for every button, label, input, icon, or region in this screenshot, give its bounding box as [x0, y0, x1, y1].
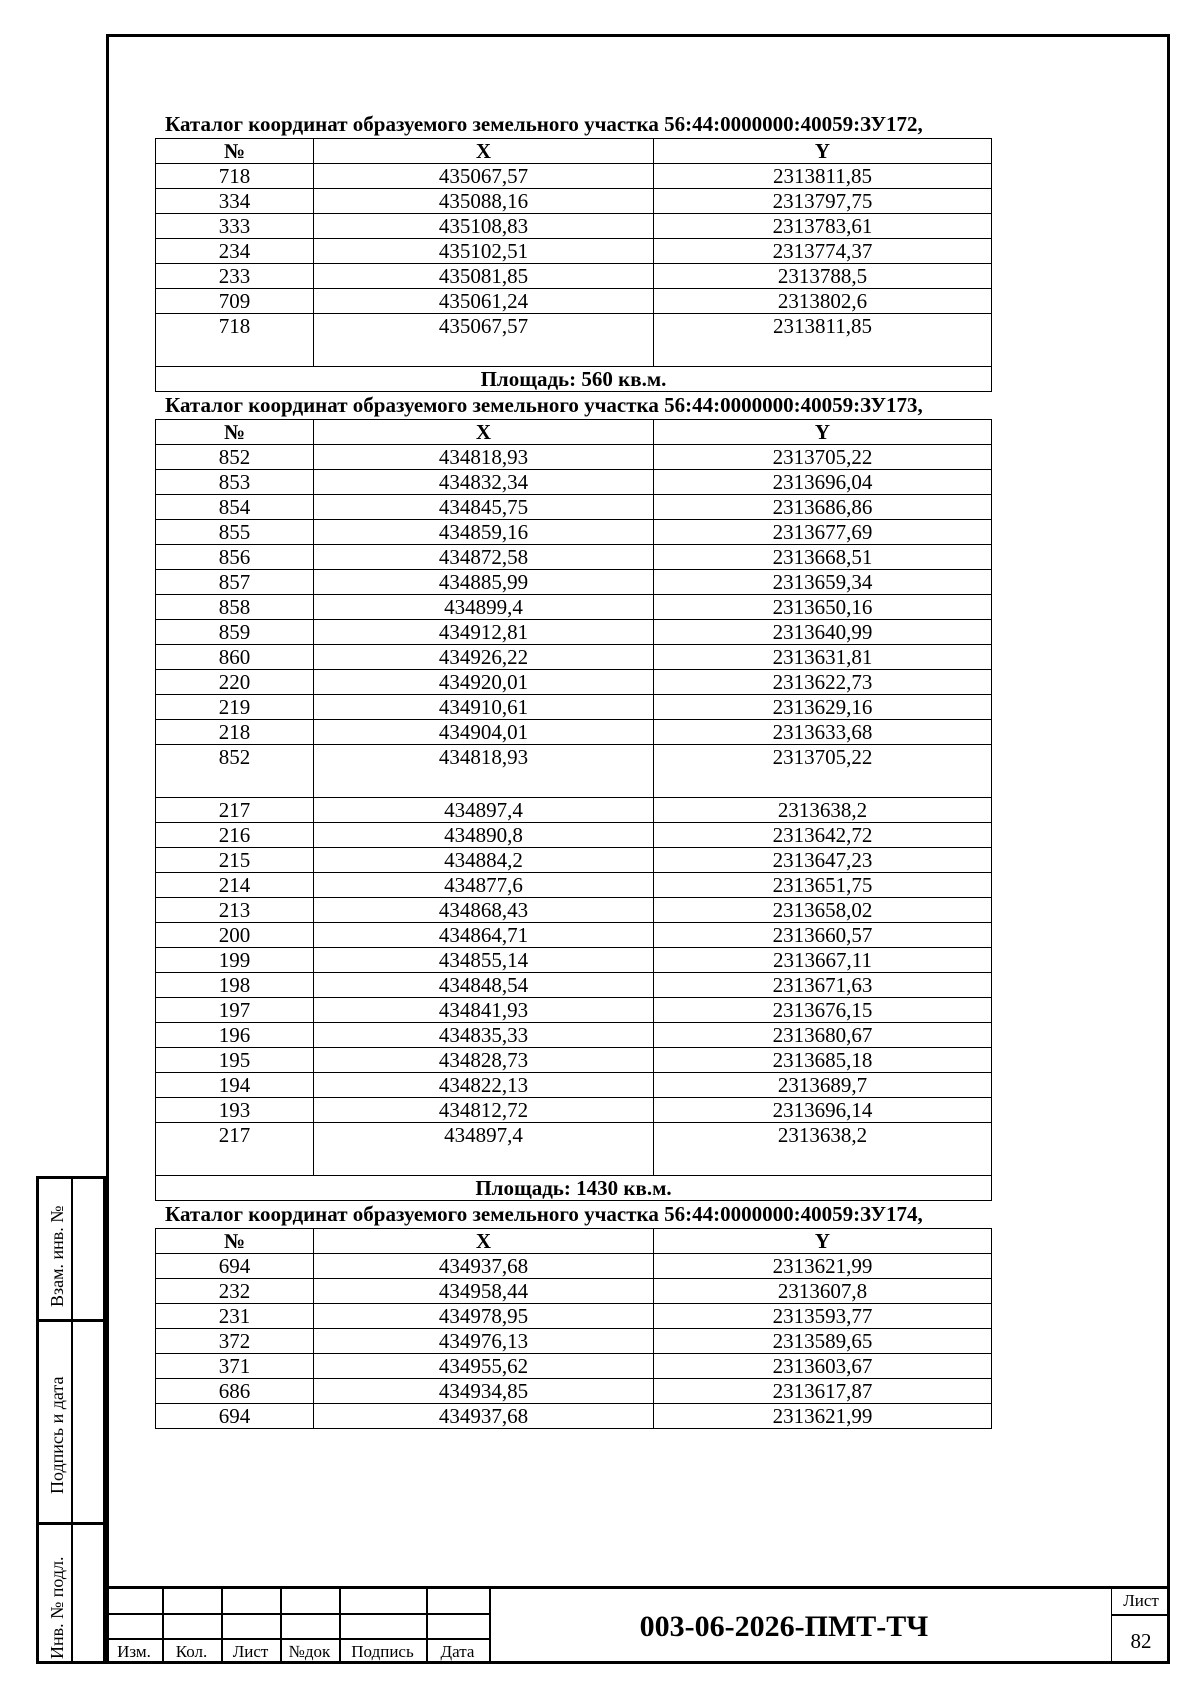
table-row [156, 620, 992, 645]
table-cell: 854 [156, 495, 314, 520]
table-cell: 694 [156, 1404, 314, 1429]
table-row [156, 1304, 992, 1329]
table-cell: Y [654, 1229, 992, 1254]
table-cell: 434841,93 [314, 998, 654, 1023]
table-cell: 2313621,99 [654, 1404, 992, 1429]
table-cell: 2313631,81 [654, 645, 992, 670]
table-cell: 219 [156, 695, 314, 720]
table-cell: 852 [156, 745, 314, 798]
table-row [156, 1404, 992, 1429]
table-row [156, 898, 992, 923]
table-row [156, 1379, 992, 1404]
table-row [156, 470, 992, 495]
binding-cell-podpis [36, 1319, 106, 1525]
table-cell: № [156, 420, 314, 445]
label-data: Дата [440, 1642, 475, 1661]
table-cell: 2313705,22 [654, 445, 992, 470]
table-cell: 434937,68 [314, 1404, 654, 1429]
table-cell: 2313676,15 [654, 998, 992, 1023]
table-cell: 435067,57 [314, 164, 654, 189]
table-cell: 220 [156, 670, 314, 695]
table-cell: 2313671,63 [654, 973, 992, 998]
catalog-title: Каталог координат образуемого земельного участка 56:44:0000000:40059:ЗУ172, [165, 112, 923, 136]
table-cell: 2313629,16 [654, 695, 992, 720]
table-row [156, 445, 992, 470]
table-cell: 2313640,99 [654, 620, 992, 645]
table-cell: 686 [156, 1379, 314, 1404]
sheet-box [1111, 1589, 1170, 1664]
label-list: Лист [232, 1642, 269, 1661]
catalog-title: Каталог координат образуемого земельного участка 56:44:0000000:40059:ЗУ174, [165, 1202, 923, 1226]
table-row [156, 570, 992, 595]
table-cell: 214 [156, 873, 314, 898]
table-cell: 2313677,69 [654, 520, 992, 545]
table-cell: 2313651,75 [654, 873, 992, 898]
table-cell: 2313811,85 [654, 164, 992, 189]
table-cell: 860 [156, 645, 314, 670]
table-cell: 2313633,68 [654, 720, 992, 745]
table-cell: 234 [156, 239, 314, 264]
table-cell: 434885,99 [314, 570, 654, 595]
table-cell: 858 [156, 595, 314, 620]
binding-cell-vzam [36, 1176, 106, 1322]
table-cell: 855 [156, 520, 314, 545]
table-cell: 434934,85 [314, 1379, 654, 1404]
table-cell: 435061,24 [314, 289, 654, 314]
table-row [156, 214, 992, 239]
table-row [156, 745, 992, 798]
table-cell: 2313607,8 [654, 1279, 992, 1304]
table-cell: 2313667,11 [654, 948, 992, 973]
table-cell: 2313686,86 [654, 495, 992, 520]
label-ndok: №док [288, 1642, 331, 1661]
table-cell: 2313658,02 [654, 898, 992, 923]
table-cell: 718 [156, 314, 314, 367]
binding-label-podpis: Подпись и дата [47, 1376, 67, 1494]
table-cell: 2313622,73 [654, 670, 992, 695]
table-cell: 2313647,23 [654, 848, 992, 873]
table-row [156, 695, 992, 720]
table-cell: 435067,57 [314, 314, 654, 367]
table-cell: 434845,75 [314, 495, 654, 520]
table-row [156, 264, 992, 289]
table-cell: 194 [156, 1073, 314, 1098]
table-cell: 434877,6 [314, 873, 654, 898]
table-row [156, 823, 992, 848]
table-cell: 2313783,61 [654, 214, 992, 239]
table-header-row [156, 420, 992, 445]
table-cell: 434848,54 [314, 973, 654, 998]
table-cell: 2313660,57 [654, 923, 992, 948]
table-cell: 197 [156, 998, 314, 1023]
table-row [156, 973, 992, 998]
table-cell: 434912,81 [314, 620, 654, 645]
table-cell: 2313638,2 [654, 798, 992, 823]
table-cell: 434872,58 [314, 545, 654, 570]
document-code: 003-06-2026-ПМТ-ТЧ [639, 1609, 929, 1643]
table-cell: 434955,62 [314, 1354, 654, 1379]
table-row [156, 314, 992, 367]
table-cell: 435081,85 [314, 264, 654, 289]
table-cell: 2313659,34 [654, 570, 992, 595]
table-row [156, 595, 992, 620]
table-cell: 435108,83 [314, 214, 654, 239]
table-row [156, 289, 992, 314]
table-cell: 2313705,22 [654, 745, 992, 798]
table-cell: 434835,33 [314, 1023, 654, 1048]
table-cell: 434884,2 [314, 848, 654, 873]
title-block [106, 1586, 1170, 1664]
table-cell: Y [654, 139, 992, 164]
sheet-label: Лист [1123, 1591, 1159, 1610]
table-row [156, 948, 992, 973]
binding-label-vzam: Взам. инв. № [47, 1205, 67, 1307]
table-cell: 434818,93 [314, 745, 654, 798]
table-cell: 233 [156, 264, 314, 289]
table-cell: 2313774,37 [654, 239, 992, 264]
table-cell: 434978,95 [314, 1304, 654, 1329]
table-cell: 372 [156, 1329, 314, 1354]
table-cell: 200 [156, 923, 314, 948]
table-cell: 218 [156, 720, 314, 745]
table-cell: 434822,13 [314, 1073, 654, 1098]
table-cell: 2313603,67 [654, 1354, 992, 1379]
area-row [156, 367, 992, 392]
table-row [156, 1123, 992, 1176]
table-cell: Y [654, 420, 992, 445]
revision-grid [106, 1589, 490, 1664]
table-cell: X [314, 139, 654, 164]
table-row [156, 1073, 992, 1098]
table-cell: 2313811,85 [654, 314, 992, 367]
sheet-number: 82 [1130, 1629, 1152, 1653]
label-kol: Кол. [175, 1642, 208, 1661]
table-cell: 694 [156, 1254, 314, 1279]
table-cell: 333 [156, 214, 314, 239]
table-cell: 2313638,2 [654, 1123, 992, 1176]
table-row [156, 923, 992, 948]
table-cell: 213 [156, 898, 314, 923]
coordinates-table [155, 419, 992, 1201]
binding-cell-inv [36, 1522, 106, 1664]
table-cell: 434812,72 [314, 1098, 654, 1123]
table-cell: 434890,8 [314, 823, 654, 848]
table-cell: 434976,13 [314, 1329, 654, 1354]
table-row [156, 1254, 992, 1279]
table-cell: 193 [156, 1098, 314, 1123]
table-cell: 2313680,67 [654, 1023, 992, 1048]
table-cell: 434855,14 [314, 948, 654, 973]
table-cell: 198 [156, 973, 314, 998]
table-cell: 2313696,14 [654, 1098, 992, 1123]
table-cell: 857 [156, 570, 314, 595]
table-cell: 2313685,18 [654, 1048, 992, 1073]
table-row [156, 1279, 992, 1304]
coordinates-table [155, 138, 992, 392]
table-cell: 435102,51 [314, 239, 654, 264]
table-cell: 216 [156, 823, 314, 848]
table-row [156, 189, 992, 214]
table-cell: 2313689,7 [654, 1073, 992, 1098]
table-cell: 2313788,5 [654, 264, 992, 289]
table-cell: 434818,93 [314, 445, 654, 470]
table-cell: 217 [156, 798, 314, 823]
table-header-row [156, 1229, 992, 1254]
table-cell: 2313617,87 [654, 1379, 992, 1404]
coordinates-table [155, 1228, 992, 1429]
label-izm: Изм. [117, 1642, 151, 1661]
table-cell: X [314, 1229, 654, 1254]
table-cell: 434937,68 [314, 1254, 654, 1279]
table-row [156, 1354, 992, 1379]
table-cell: 215 [156, 848, 314, 873]
area-value: Площадь: 560 кв.м. [156, 367, 992, 392]
table-cell: 195 [156, 1048, 314, 1073]
table-cell: 2313593,77 [654, 1304, 992, 1329]
table-cell: № [156, 1229, 314, 1254]
table-cell: 217 [156, 1123, 314, 1176]
table-row [156, 998, 992, 1023]
table-cell: 434864,71 [314, 923, 654, 948]
table-row [156, 520, 992, 545]
table-cell: 196 [156, 1023, 314, 1048]
table-cell: 232 [156, 1279, 314, 1304]
table-row [156, 545, 992, 570]
table-row [156, 1098, 992, 1123]
table-cell: 434958,44 [314, 1279, 654, 1304]
table-row [156, 1329, 992, 1354]
table-header-row [156, 139, 992, 164]
table-cell: 434926,22 [314, 645, 654, 670]
table-cell: 859 [156, 620, 314, 645]
table-cell: 2313802,6 [654, 289, 992, 314]
table-cell: 434868,43 [314, 898, 654, 923]
table-row [156, 670, 992, 695]
table-cell: 199 [156, 948, 314, 973]
document-content [155, 111, 991, 1429]
binding-label-inv: Инв. № подл. [47, 1556, 67, 1659]
label-podpis: Подпись [351, 1642, 414, 1661]
table-cell: 2313642,72 [654, 823, 992, 848]
table-cell: X [314, 420, 654, 445]
table-cell: 434897,4 [314, 1123, 654, 1176]
table-cell: 434859,16 [314, 520, 654, 545]
table-row [156, 1023, 992, 1048]
table-cell: 2313621,99 [654, 1254, 992, 1279]
table-cell: 334 [156, 189, 314, 214]
table-row [156, 645, 992, 670]
table-row [156, 798, 992, 823]
table-cell: 2313650,16 [654, 595, 992, 620]
catalog-title: Каталог координат образуемого земельного участка 56:44:0000000:40059:ЗУ173, [165, 393, 923, 417]
table-cell: 434899,4 [314, 595, 654, 620]
table-row [156, 848, 992, 873]
table-cell: 434904,01 [314, 720, 654, 745]
area-value: Площадь: 1430 кв.м. [156, 1176, 992, 1201]
table-cell: 434920,01 [314, 670, 654, 695]
table-cell: 435088,16 [314, 189, 654, 214]
table-cell: 2313696,04 [654, 470, 992, 495]
table-row [156, 495, 992, 520]
table-row [156, 239, 992, 264]
table-row [156, 1048, 992, 1073]
table-cell: 371 [156, 1354, 314, 1379]
table-cell: 853 [156, 470, 314, 495]
table-row [156, 873, 992, 898]
table-row [156, 720, 992, 745]
table-cell: 434910,61 [314, 695, 654, 720]
table-cell: 231 [156, 1304, 314, 1329]
table-cell: 434828,73 [314, 1048, 654, 1073]
table-cell: 434832,34 [314, 470, 654, 495]
table-cell: 2313589,65 [654, 1329, 992, 1354]
table-cell: № [156, 139, 314, 164]
table-cell: 434897,4 [314, 798, 654, 823]
table-cell: 718 [156, 164, 314, 189]
table-cell: 856 [156, 545, 314, 570]
table-cell: 2313668,51 [654, 545, 992, 570]
table-cell: 852 [156, 445, 314, 470]
area-row [156, 1176, 992, 1201]
table-row [156, 164, 992, 189]
table-cell: 709 [156, 289, 314, 314]
table-cell: 2313797,75 [654, 189, 992, 214]
